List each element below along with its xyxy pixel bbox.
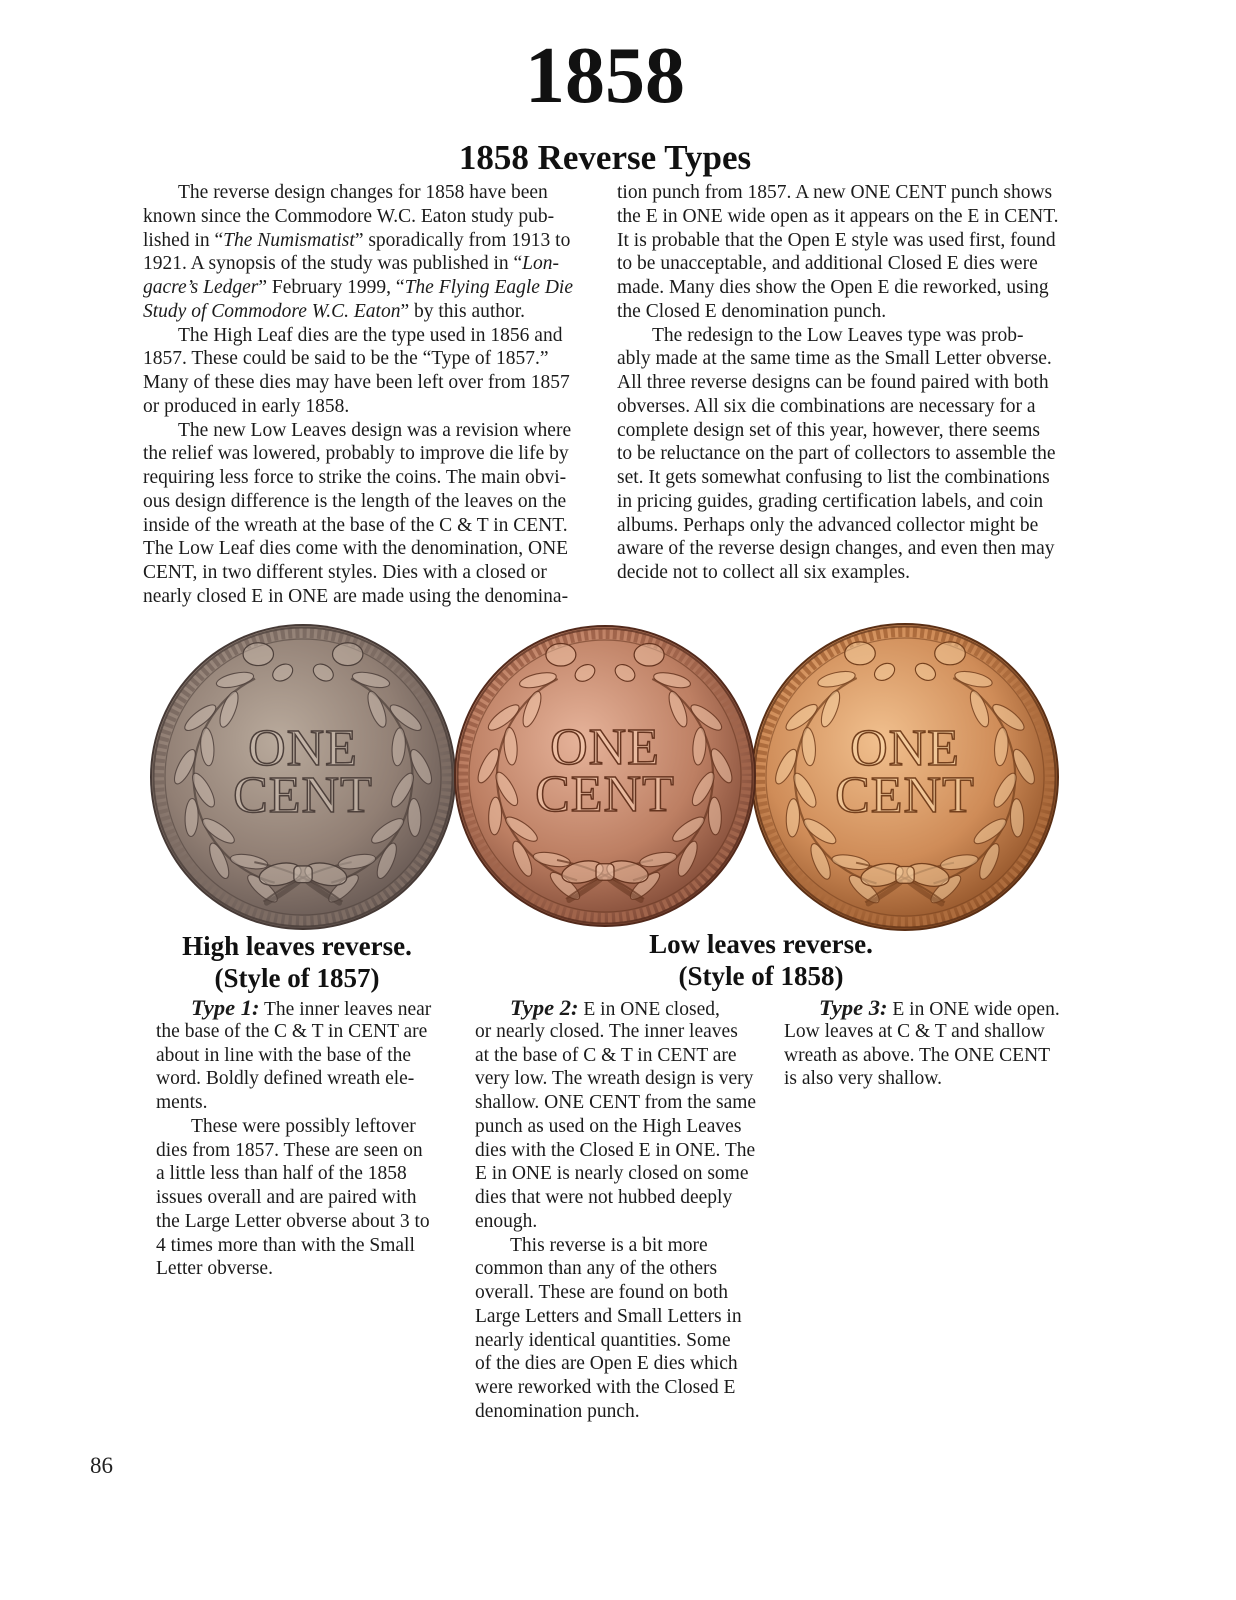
text-line xyxy=(475,1257,775,1281)
article-right-column xyxy=(617,181,1069,585)
text-line xyxy=(475,1067,775,1091)
text-line xyxy=(617,537,1069,561)
text-run: overall. These are found on both xyxy=(475,1282,729,1303)
text-run: enough. xyxy=(475,1210,538,1232)
text-run: the base of the C & T in CENT are xyxy=(156,1020,428,1042)
text-line xyxy=(617,442,1069,466)
text-line xyxy=(617,561,1069,585)
text-line xyxy=(143,442,589,466)
text-line xyxy=(156,1115,456,1139)
paragraph xyxy=(143,419,589,609)
caption-low-leaves xyxy=(611,928,911,992)
text-line xyxy=(143,561,589,585)
text-run: ” by this author. xyxy=(400,300,526,322)
inscription-cent: CENT xyxy=(233,767,373,824)
bow-knot xyxy=(596,864,614,881)
text-run: 1921. A synopsis of the study was published in “ xyxy=(143,253,523,275)
paragraph xyxy=(143,324,589,419)
text-line xyxy=(143,276,589,300)
caption-line: Low leaves reverse. xyxy=(649,929,873,959)
text-run: Large Letters and Small Letters in xyxy=(475,1305,742,1327)
italic-text: Study of Commodore W.C. Eaton xyxy=(143,300,401,322)
paragraph xyxy=(784,996,1084,1091)
text-run: It is probable that the Open E style was used first, found xyxy=(617,229,1056,251)
coin-low-leaves-closed-e xyxy=(454,625,756,927)
text-line xyxy=(475,1352,775,1376)
inscription-one: ONE xyxy=(248,720,358,777)
text-run: requiring less force to strike the coins. The main obvi- xyxy=(143,467,567,488)
text-line xyxy=(617,347,1069,371)
text-line xyxy=(156,1234,456,1258)
wreath-top-leaf xyxy=(546,644,576,667)
text-line xyxy=(475,1162,775,1186)
text-line xyxy=(617,490,1069,514)
text-run: The redesign to the Low Leaves type was prob- xyxy=(652,324,1024,346)
text-run: The inner leaves near xyxy=(259,999,432,1020)
text-run: dies that were not hubbed deeply xyxy=(475,1187,733,1208)
text-run: decide not to collect all six examples. xyxy=(617,562,910,583)
text-line xyxy=(156,1162,456,1186)
text-run: Low leaves at C & T and shallow xyxy=(784,1020,1045,1042)
text-line xyxy=(156,996,456,1020)
text-line xyxy=(617,205,1069,229)
text-line xyxy=(143,490,589,514)
caption-high-leaves xyxy=(147,930,447,994)
coin-low-leaves-open-e xyxy=(751,623,1059,931)
text-run: Letter obverse. xyxy=(156,1258,273,1280)
italic-text: The Flying Eagle Die xyxy=(404,277,573,298)
text-line xyxy=(617,229,1069,253)
text-line xyxy=(156,1139,456,1163)
text-run: The High Leaf dies are the type used in 1856 and xyxy=(178,324,563,346)
text-run: 1857. These could be said to be the “Type of 1857.” xyxy=(143,348,549,370)
text-run: E in ONE wide open. xyxy=(887,999,1060,1020)
text-run: nearly closed E in ONE are made using the denomina- xyxy=(143,585,569,607)
text-line xyxy=(784,1067,1084,1091)
paragraph xyxy=(475,996,775,1234)
text-run: obverses. All six die combinations are necessary for a xyxy=(617,395,1036,417)
text-line xyxy=(475,1020,775,1044)
text-run: a little less than half of the 1858 xyxy=(156,1163,407,1185)
italic-text: gacre’s Ledger xyxy=(143,277,259,298)
text-run: word. Boldly defined wreath ele- xyxy=(156,1068,415,1090)
text-line xyxy=(156,1044,456,1068)
text-line xyxy=(617,466,1069,490)
text-run: were reworked with the Closed E xyxy=(475,1377,736,1398)
text-line xyxy=(475,1234,775,1258)
caption-line: (Style of 1857) xyxy=(214,963,380,993)
text-line xyxy=(143,347,589,371)
text-run: The reverse design changes for 1858 have been xyxy=(178,182,548,203)
type-label: Type 3: xyxy=(819,995,888,1020)
text-line xyxy=(143,205,589,229)
page-number: 86 xyxy=(90,1453,113,1478)
text-run: The Low Leaf dies come with the denomination, ONE xyxy=(143,538,569,560)
wreath-top-leaf xyxy=(333,643,363,666)
paragraph xyxy=(617,181,1069,324)
paragraph xyxy=(617,324,1069,585)
text-line xyxy=(475,996,775,1020)
text-line xyxy=(156,1186,456,1210)
text-line xyxy=(475,1329,775,1353)
text-line xyxy=(617,276,1069,300)
text-run: denomination punch. xyxy=(475,1400,640,1422)
text-line xyxy=(143,300,589,324)
text-run: set. It gets somewhat confusing to list the combinations xyxy=(617,467,1050,488)
text-line xyxy=(475,1139,775,1163)
text-run: ably made at the same time as the Small Letter obverse. xyxy=(617,348,1052,370)
text-line xyxy=(143,181,589,205)
text-run: E in ONE closed, xyxy=(578,999,720,1020)
text-line xyxy=(617,252,1069,276)
italic-text: The Numismatist xyxy=(223,229,355,251)
page-title: 1858 xyxy=(525,32,685,120)
type-3-description xyxy=(784,996,1084,1091)
text-line xyxy=(143,395,589,419)
text-line xyxy=(617,300,1069,324)
text-run: ” February 1999, “ xyxy=(258,277,405,298)
text-line xyxy=(475,1305,775,1329)
text-run: the relief was lowered, probably to improve die life by xyxy=(143,443,569,465)
text-line xyxy=(617,419,1069,443)
text-run: complete design set of this year, however, there seems xyxy=(617,419,1040,441)
text-line xyxy=(617,514,1069,538)
inscription-cent: CENT xyxy=(835,767,975,824)
text-run: This reverse is a bit more xyxy=(510,1234,708,1256)
text-line xyxy=(156,1257,456,1281)
text-run: common than any of the others xyxy=(475,1258,718,1280)
text-line xyxy=(617,371,1069,395)
text-line xyxy=(784,1044,1084,1068)
text-line xyxy=(475,1091,775,1115)
text-run: or nearly closed. The inner leaves xyxy=(475,1020,738,1042)
text-line xyxy=(156,1067,456,1091)
text-run: about in line with the base of the xyxy=(156,1044,412,1066)
text-line xyxy=(143,537,589,561)
paragraph xyxy=(156,1115,456,1281)
text-line xyxy=(475,1400,775,1424)
type-label: Type 1: xyxy=(191,995,260,1020)
text-line xyxy=(784,996,1084,1020)
text-run: tion punch from 1857. A new ONE CENT punch shows xyxy=(617,182,1053,203)
text-run: known since the Commodore W.C. Eaton study pub- xyxy=(143,205,555,227)
inscription-cent: CENT xyxy=(535,766,675,823)
text-run: the Closed E denomination punch. xyxy=(617,300,887,322)
text-line xyxy=(143,252,589,276)
text-line xyxy=(475,1115,775,1139)
text-line xyxy=(784,1020,1084,1044)
section-heading: 1858 Reverse Types xyxy=(458,138,752,177)
text-line xyxy=(143,585,589,609)
text-run: the E in ONE wide open as it appears on the E in CENT. xyxy=(617,205,1059,227)
text-run: nearly identical quantities. Some xyxy=(475,1329,731,1351)
text-run: ” sporadically from 1913 to xyxy=(354,229,571,251)
text-line xyxy=(617,395,1069,419)
wreath-top-leaf xyxy=(935,642,966,665)
text-line xyxy=(617,324,1069,348)
bow-knot xyxy=(896,867,914,884)
text-line xyxy=(475,1281,775,1305)
coin-high-leaves xyxy=(150,624,456,930)
text-run: aware of the reverse design changes, and even then may xyxy=(617,538,1055,560)
text-run: inside of the wreath at the base of the C & T in CENT. xyxy=(143,514,568,536)
coin-photos xyxy=(140,612,1070,942)
text-line xyxy=(617,181,1069,205)
text-run: 4 times more than with the Small xyxy=(156,1234,415,1256)
text-run: lished in “ xyxy=(143,229,224,251)
paragraph xyxy=(143,181,589,324)
text-run: These were possibly leftover xyxy=(191,1115,416,1137)
text-line xyxy=(475,1210,775,1234)
text-line xyxy=(143,419,589,443)
italic-text: Lon- xyxy=(522,253,560,275)
text-line xyxy=(475,1376,775,1400)
type-label: Type 2: xyxy=(510,995,579,1020)
text-run: dies from 1857. These are seen on xyxy=(156,1139,423,1161)
wreath-top-leaf xyxy=(845,642,876,665)
text-run: All three reverse designs can be found paired with both xyxy=(617,372,1049,393)
text-run: Many of these dies may have been left over from 1857 xyxy=(143,372,570,393)
text-run: shallow. ONE CENT from the same xyxy=(475,1092,757,1113)
text-run: or produced in early 1858. xyxy=(143,395,350,417)
text-run: very low. The wreath design is very xyxy=(475,1068,754,1090)
text-run: to be unacceptable, and additional Closed E dies were xyxy=(617,253,1038,275)
text-line xyxy=(143,371,589,395)
inscription-one: ONE xyxy=(550,719,660,776)
paragraph xyxy=(475,1234,775,1424)
text-run: The new Low Leaves design was a revision where xyxy=(178,419,572,441)
paragraph xyxy=(156,996,456,1115)
text-run: at the base of C & T in CENT are xyxy=(475,1044,737,1066)
inscription-one: ONE xyxy=(850,720,960,777)
bow-knot xyxy=(294,866,312,883)
text-line xyxy=(156,1091,456,1115)
text-run: issues overall and are paired with xyxy=(156,1187,417,1208)
text-line xyxy=(156,1210,456,1234)
caption-line: High leaves reverse. xyxy=(182,931,412,961)
text-run: punch as used on the High Leaves xyxy=(475,1115,742,1137)
wreath-top-leaf xyxy=(634,644,664,667)
wreath-top-leaf xyxy=(243,643,273,666)
text-run: made. Many dies show the Open E die reworked, using xyxy=(617,277,1049,298)
text-run: CENT, in two different styles. Dies with a closed or xyxy=(143,562,547,583)
caption-line: (Style of 1858) xyxy=(678,961,844,991)
text-run: ous design difference is the length of the leaves on the xyxy=(143,490,567,512)
type-2-description xyxy=(475,996,775,1424)
text-line xyxy=(475,1186,775,1210)
text-line xyxy=(143,229,589,253)
text-run: to be reluctance on the part of collectors to assemble the xyxy=(617,443,1056,465)
text-run: in pricing guides, grading certification labels, and coin xyxy=(617,490,1044,512)
article-left-column xyxy=(143,181,589,609)
text-run: E in ONE is nearly closed on some xyxy=(475,1163,749,1185)
text-run: the Large Letter obverse about 3 to xyxy=(156,1210,430,1232)
text-line xyxy=(143,324,589,348)
text-line xyxy=(475,1044,775,1068)
text-run: dies with the Closed E in ONE. The xyxy=(475,1139,756,1161)
text-line xyxy=(143,466,589,490)
text-run: of the dies are Open E dies which xyxy=(475,1353,738,1375)
text-run: ments. xyxy=(156,1092,208,1113)
type-1-description xyxy=(156,996,456,1281)
text-run: wreath as above. The ONE CENT xyxy=(784,1044,1051,1066)
text-line xyxy=(156,1020,456,1044)
text-run: is also very shallow. xyxy=(784,1068,942,1090)
text-run: albums. Perhaps only the advanced collector might be xyxy=(617,514,1039,536)
text-line xyxy=(143,514,589,538)
